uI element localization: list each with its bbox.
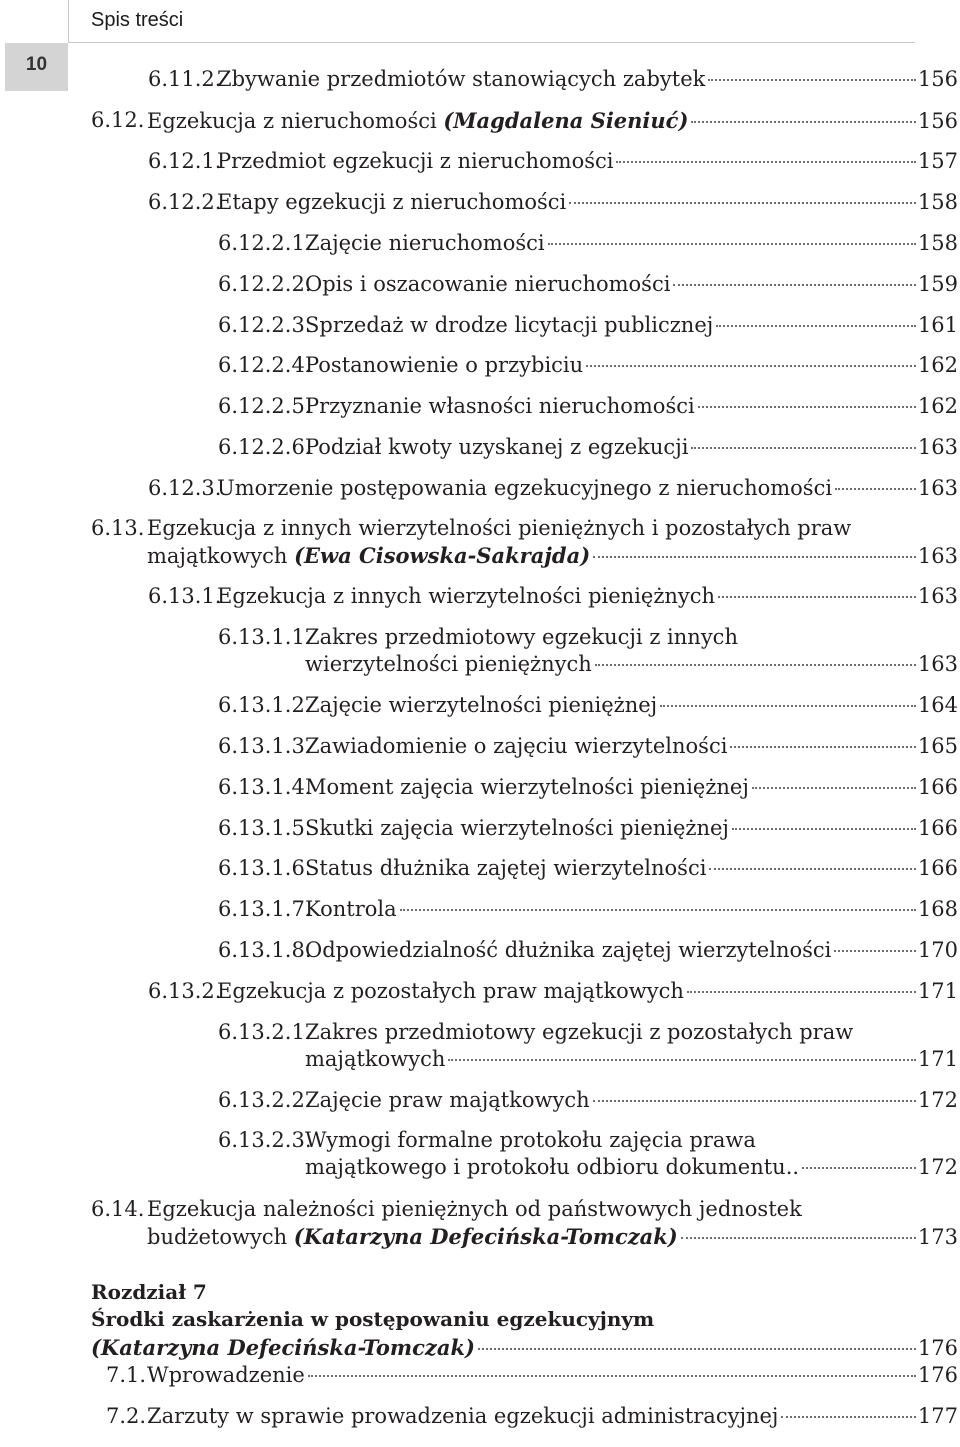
dot-leader xyxy=(691,121,916,123)
entry-number: 6.13.2.1. xyxy=(218,1020,312,1044)
dot-leader xyxy=(681,1237,916,1239)
entry-number: 6.13.1.7. xyxy=(218,897,312,921)
running-header xyxy=(68,0,915,43)
entry-title: Zarzuty w sprawie prowadzenia egzekucji administracyjnej xyxy=(147,1404,779,1428)
entry-author: (Magdalena Sieniuć) xyxy=(443,108,689,133)
page-ref: 173 xyxy=(917,1225,958,1249)
page-ref: 158 xyxy=(917,190,958,214)
dot-leader xyxy=(308,1375,916,1377)
entry-number: 6.13.1. xyxy=(148,584,222,608)
dot-leader xyxy=(781,1416,915,1418)
entry-number: 6.12. xyxy=(91,108,145,132)
entry-title-line: Wymogi formalne protokołu zajęcia prawa xyxy=(305,1128,756,1152)
entry-number: 6.12.2.4. xyxy=(218,353,312,377)
chapter-author-line[interactable] xyxy=(91,1334,958,1362)
entry-number: 6.13.2.3. xyxy=(218,1128,312,1152)
entry-number: 6.13.1.8. xyxy=(218,938,312,962)
entry-title: Kontrola xyxy=(305,897,397,921)
entry-title: Zajęcie wierzytelności pieniężnej xyxy=(305,693,658,717)
entry-number: 6.12.2.6. xyxy=(218,435,312,459)
entry-title: Zajęcie praw majątkowych xyxy=(305,1088,590,1112)
page-ref: 170 xyxy=(917,938,958,962)
page-ref: 163 xyxy=(917,652,958,676)
page-ref: 177 xyxy=(917,1404,958,1428)
entry-title: Moment zajęcia wierzytelności pieniężnej xyxy=(305,775,749,799)
page-ref: 158 xyxy=(917,231,958,255)
entry-title: budżetowych xyxy=(147,1225,294,1249)
dot-leader xyxy=(660,705,916,707)
page-ref: 163 xyxy=(917,476,958,500)
page-ref: 165 xyxy=(917,734,958,758)
entry-title: Wprowadzenie xyxy=(147,1363,305,1387)
page-ref: 156 xyxy=(917,109,958,133)
page-ref: 168 xyxy=(917,897,958,921)
page-ref: 172 xyxy=(917,1088,958,1112)
dot-leader xyxy=(709,868,915,870)
page-ref: 163 xyxy=(917,435,958,459)
entry-title: majątkowych xyxy=(305,1047,446,1071)
entry-title: majątkowych xyxy=(147,544,295,568)
entry-number: 7.2. xyxy=(106,1404,147,1428)
page-ref: 176 xyxy=(917,1336,958,1360)
dot-leader xyxy=(593,556,916,558)
entry-author: (Ewa Cisowska-Sakrajda) xyxy=(294,543,591,568)
page-ref: 164 xyxy=(917,693,958,717)
page-ref: 171 xyxy=(917,1047,958,1071)
entry-number: 6.12.1. xyxy=(148,149,222,173)
entry-title: Sprzedaż w drodze licytacji publicznej xyxy=(305,313,714,337)
entry-title: wierzytelności pieniężnych xyxy=(305,652,592,676)
entry-title: Etapy egzekucji z nieruchomości xyxy=(217,190,567,214)
entry-title: majątkowego i protokołu odbioru dokumentu.. xyxy=(305,1155,800,1179)
entry-number: 6.13.1.6. xyxy=(218,856,312,880)
page-ref: 162 xyxy=(917,394,958,418)
entry-title-line: Egzekucja z innych wierzytelności pieniężnych i pozostałych praw xyxy=(147,516,852,540)
entry-author: (Katarzyna Defecińska-Tomczak) xyxy=(293,1224,678,1249)
entry-number: 6.13.1.4. xyxy=(218,775,312,799)
entry-number: 7.1. xyxy=(106,1363,147,1387)
entry-title: Przedmiot egzekucji z nieruchomości xyxy=(217,149,614,173)
entry-title: Zawiadomienie o zajęciu wierzytelności xyxy=(305,734,728,758)
entry-title-line: Egzekucja należności pieniężnych od państwowych jednostek xyxy=(147,1197,802,1221)
dot-leader xyxy=(478,1348,916,1350)
entry-number: 6.12.3. xyxy=(148,476,222,500)
entry-number: 6.12.2.5. xyxy=(218,394,312,418)
entry-title: Odpowiedzialność dłużnika zajętej wierzytelności xyxy=(305,938,832,962)
dot-leader xyxy=(835,488,916,490)
dot-leader xyxy=(586,365,916,367)
entry-title: Status dłużnika zajętej wierzytelności xyxy=(305,856,707,880)
entry-title: Postanowienie o przybiciu xyxy=(305,353,584,377)
dot-leader xyxy=(698,406,916,408)
entry-title: Umorzenie postępowania egzekucyjnego z nieruchomości xyxy=(217,476,833,500)
entry-number: 6.13.2.2. xyxy=(218,1088,312,1112)
entry-number: 6.13.1.2. xyxy=(218,693,312,717)
page-ref: 159 xyxy=(917,272,958,296)
entry-number: 6.13.2. xyxy=(148,979,222,1003)
page-number: 10 xyxy=(25,54,48,75)
entry-title-line: Zakres przedmiotowy egzekucji z pozostałych praw xyxy=(305,1020,854,1044)
dot-leader xyxy=(616,161,915,163)
dot-leader xyxy=(691,447,915,449)
dot-leader xyxy=(718,596,916,598)
dot-leader xyxy=(548,243,916,245)
dot-leader xyxy=(802,1167,916,1169)
dot-leader xyxy=(732,828,916,830)
page-number-tab xyxy=(5,43,68,91)
entry-title: Egzekucja z innych wierzytelności pieniężnych xyxy=(217,584,716,608)
dot-leader xyxy=(569,202,916,204)
entry-number: 6.13.1.3. xyxy=(218,734,312,758)
entry-title: Egzekucja z nieruchomości xyxy=(147,109,444,133)
page-ref: 172 xyxy=(917,1155,958,1179)
entry-number: 6.13. xyxy=(91,516,145,540)
page-ref: 166 xyxy=(917,775,958,799)
entry-title: Zajęcie nieruchomości xyxy=(305,231,545,255)
entry-title: Przyznanie własności nieruchomości xyxy=(305,394,695,418)
chapter-author: (Katarzyna Defecińska-Tomczak) xyxy=(91,1335,475,1360)
dot-leader xyxy=(400,909,916,911)
dot-leader xyxy=(834,950,916,952)
entry-number: 6.12.2.3. xyxy=(218,313,312,337)
entry-number: 6.13.1.1. xyxy=(218,625,312,649)
dot-leader xyxy=(593,1100,916,1102)
dot-leader xyxy=(448,1059,916,1061)
chapter-label: Rozdział 7 xyxy=(91,1280,207,1304)
page-ref: 171 xyxy=(917,979,958,1003)
page-ref: 157 xyxy=(917,149,958,173)
dot-leader xyxy=(687,991,916,993)
entry-title-line: Zakres przedmiotowy egzekucji z innych xyxy=(305,625,738,649)
running-title: Spis treści xyxy=(91,9,184,31)
page-ref: 176 xyxy=(917,1363,958,1387)
page-ref: 161 xyxy=(917,313,958,337)
entry-number: 6.12.2. xyxy=(148,190,222,214)
entry-number: 6.14. xyxy=(91,1197,145,1221)
page-ref: 163 xyxy=(917,544,958,568)
entry-number: 6.12.2.2. xyxy=(218,272,312,296)
dot-leader xyxy=(673,284,915,286)
entry-number: 6.12.2.1. xyxy=(218,231,312,255)
chapter-title: Środki zaskarżenia w postępowaniu egzekucyjnym xyxy=(91,1307,655,1331)
page-ref: 163 xyxy=(917,584,958,608)
dot-leader xyxy=(595,664,916,666)
entry-number: 6.13.1.5. xyxy=(218,816,312,840)
entry-title: Egzekucja z pozostałych praw majątkowych xyxy=(217,979,684,1003)
dot-leader xyxy=(708,79,916,81)
page-ref: 166 xyxy=(917,856,958,880)
entry-title: Podział kwoty uzyskanej z egzekucji xyxy=(305,435,689,459)
entry-title: Skutki zajęcia wierzytelności pieniężnej xyxy=(305,816,729,840)
page-ref: 162 xyxy=(917,353,958,377)
page-ref: 166 xyxy=(917,816,958,840)
dot-leader xyxy=(730,746,915,748)
page-ref: 156 xyxy=(917,67,958,91)
dot-leader xyxy=(752,787,916,789)
entry-title: Zbywanie przedmiotów stanowiących zabytek xyxy=(217,67,706,91)
entry-title: Opis i oszacowanie nieruchomości xyxy=(305,272,671,296)
dot-leader xyxy=(716,325,916,327)
entry-number: 6.11.2. xyxy=(148,67,222,91)
